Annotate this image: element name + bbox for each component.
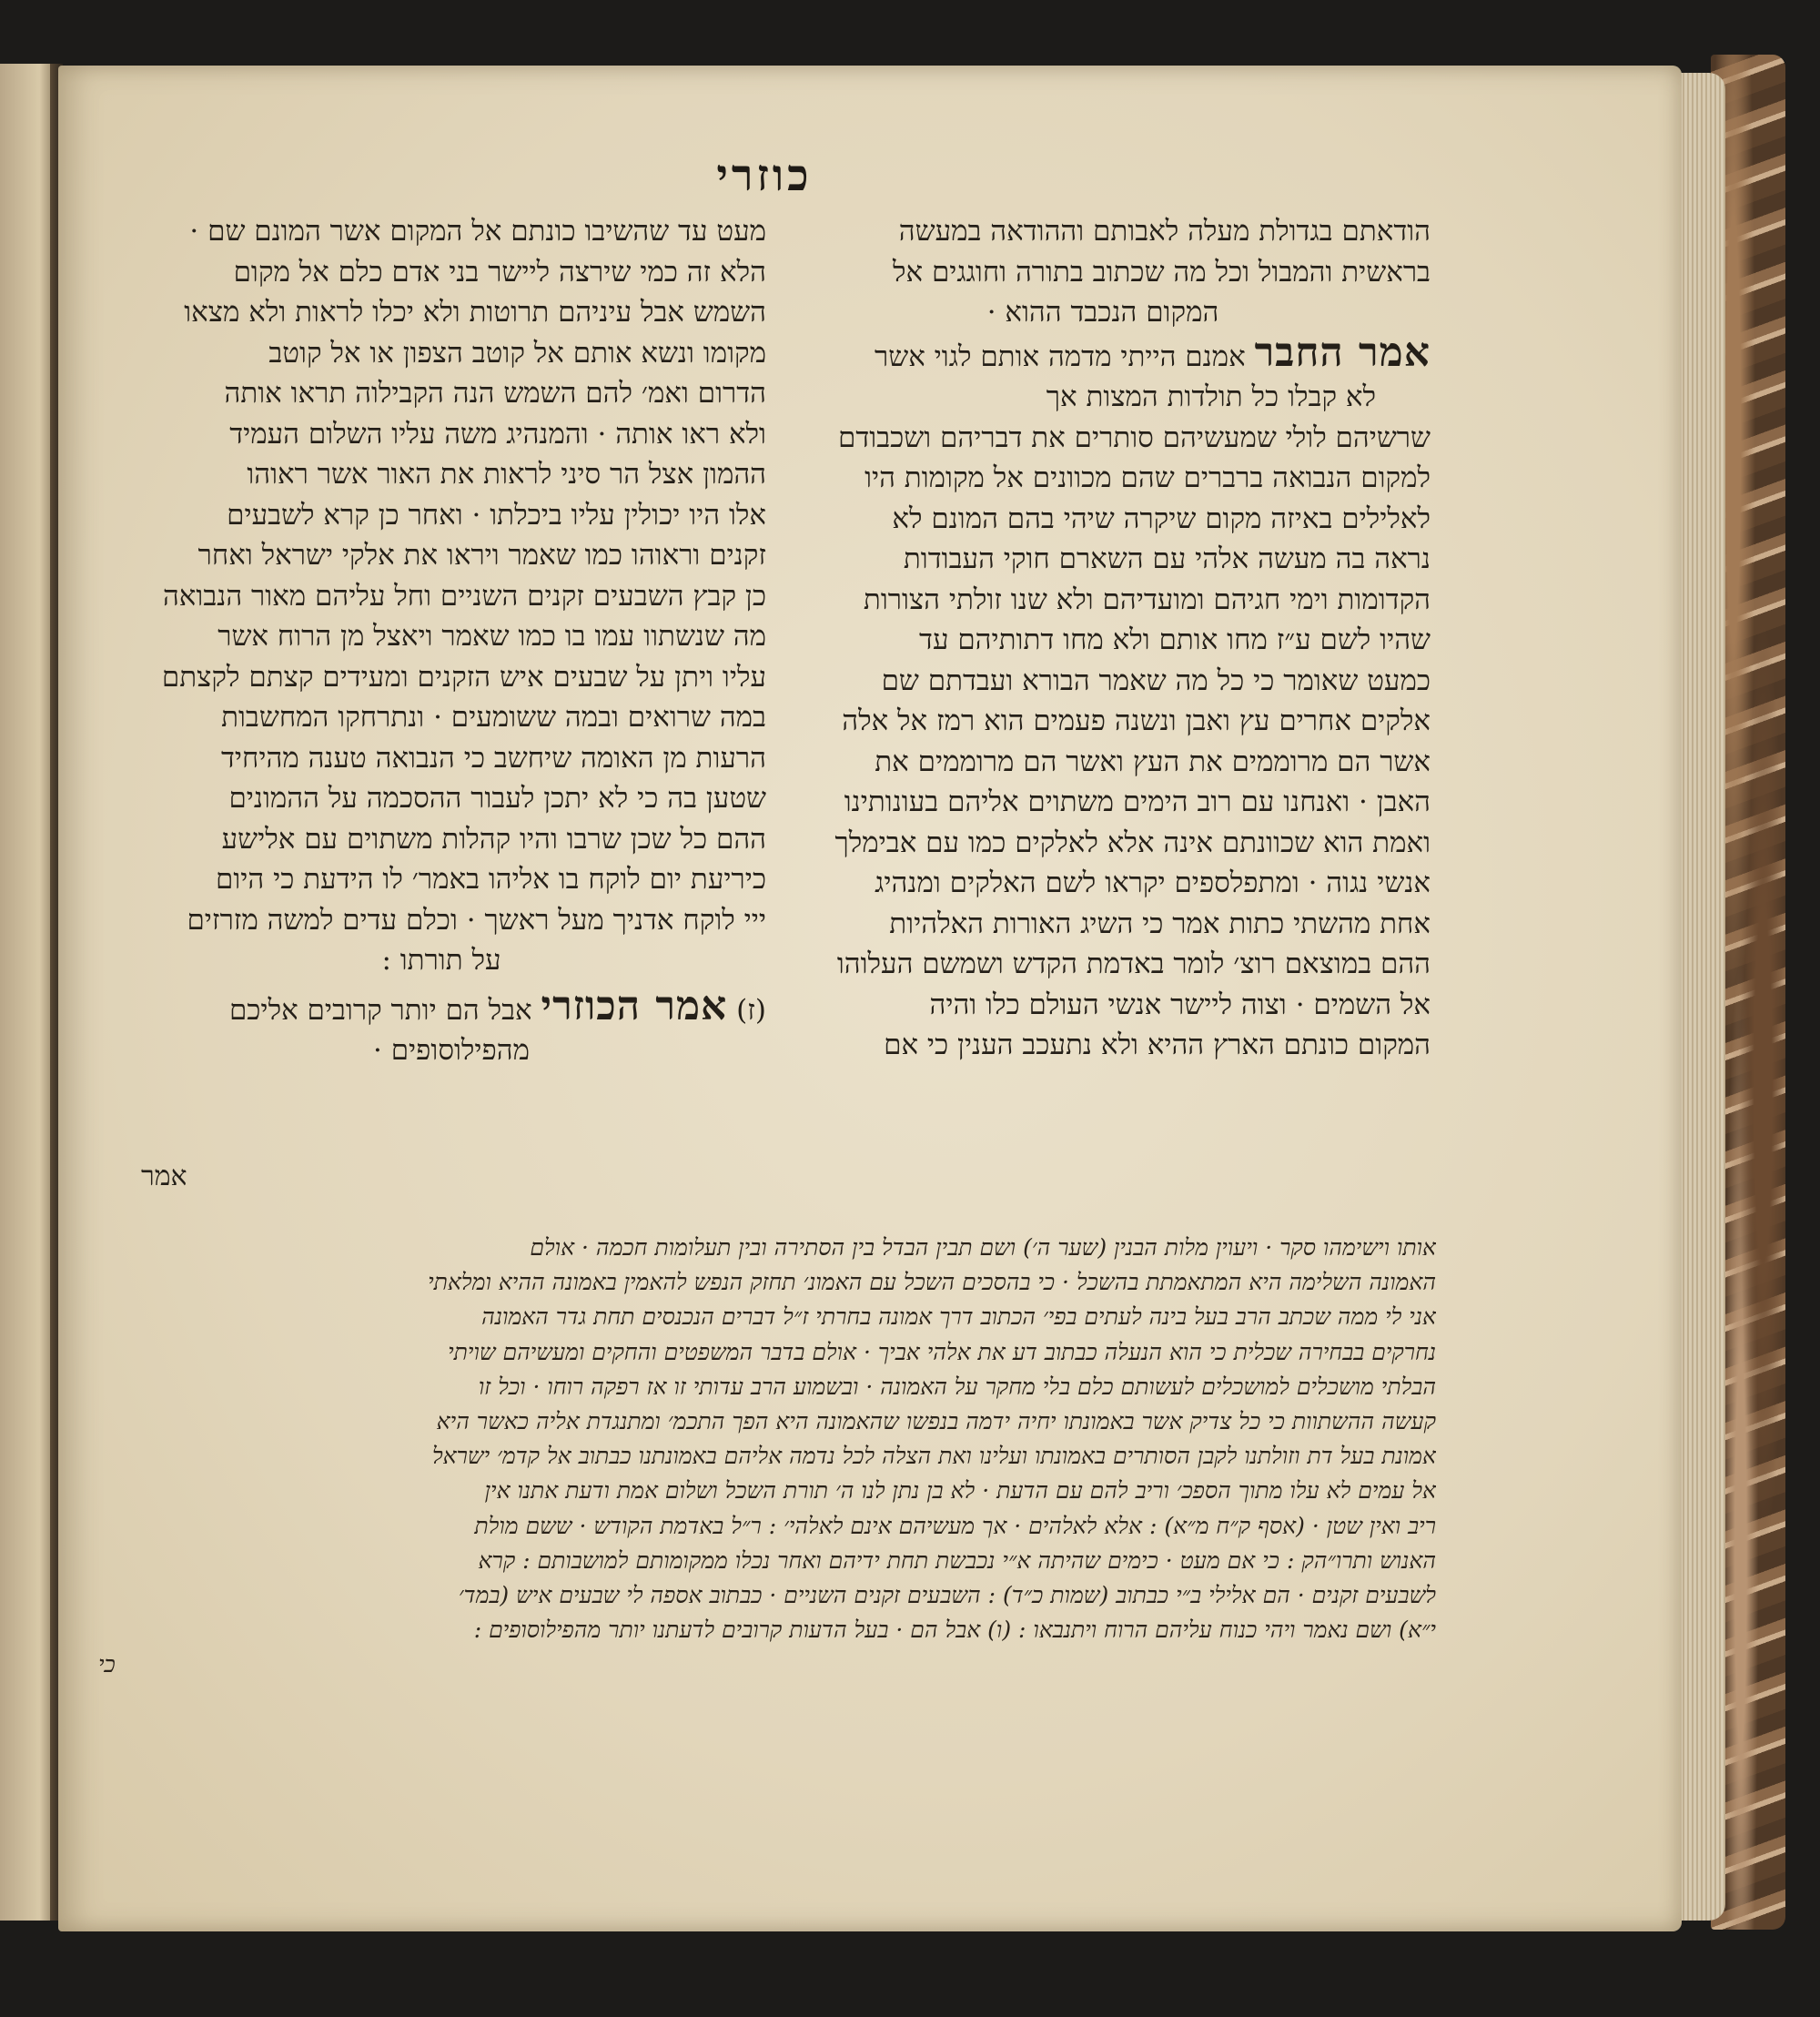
speaker-label: אמר החבר	[1254, 332, 1431, 376]
text-line: ההם כל שכן שרבו והיו קהלות משתוים עם אלישע	[221, 822, 766, 856]
commentary-line: האמונה השלימה היא המתאמתת בהשכל · כי בהסכים השכל עם האמונ׳ תחזק הנפש להאמין באמונה ההיא ומלאתי	[428, 1269, 1436, 1296]
text-line: הרעות מן האומה שיחשב כי הנבואה טענה מהיחיד	[221, 741, 766, 775]
text-line: כן קבץ השבעים זקנים השניים וחל עליהם מאור הנבואה	[162, 579, 766, 613]
text-line: הקדומות וימי חגיהם ומועדיהם ולא שנו זולתי הצורות	[863, 583, 1431, 616]
speaker-label: אמר הכוזרי	[541, 986, 728, 1029]
text-line: אמנם הייתי מדמה אותם לגוי אשר	[875, 340, 1246, 373]
section-number: (ז)	[736, 993, 766, 1027]
text-line: ואמת הוא שכוונתם אינה אלא לאלקים כמו עם אבימלך	[834, 826, 1431, 859]
text-line: זקנים וראוהו כמו שאמר ויראו את אלקי ישראל ואחר	[197, 539, 766, 572]
commentary-line: י״א) ושם נאמר ויהי כנוח עליהם הרוח ויתנבאו : (ו) אבל הם · בעל הדעות קרובים לדעתנו יותר מהפילוסופים :	[473, 1617, 1436, 1644]
commentary-line: אמונת בעל דת וזולתנו לקבן הסותרים באמונתו ועלינו ואת הצלה לכל נדמה אליהם באמונתנו כבתוב אל קדמ׳ ישראל	[431, 1443, 1436, 1470]
text-line: שהיו לשם ע״ז מחו אותם ולא מחו דתותיהם עד	[919, 623, 1431, 656]
catchword: אמר	[141, 1161, 187, 1192]
text-line: שטען בה כי לא יתכן לעבור ההסכמה על ההמונים	[228, 782, 766, 815]
right-column	[775, 211, 1431, 1066]
text-line: מהפילוסופים ·	[373, 1034, 530, 1067]
speaker-line	[116, 987, 766, 1031]
text-line: כיריעת יום לוקח בו אליהו באמר׳ לו הידעת כי היום	[216, 863, 766, 896]
text-line: עליו ויתן על שבעים איש הזקנים ומעידים קצתם לקצתם	[161, 660, 766, 694]
text-line: הדרום ואמ׳ להם השמש הנה הקבילוה תראו אותה	[224, 377, 766, 410]
text-line: המקום כונתם הארץ ההיא ולא נתעכב הענין כי אם	[884, 1029, 1431, 1061]
text-line: למקום הנבואה ברברים שהם מכוונים אל מקומות היו	[864, 461, 1431, 494]
text-line: במה שרואים ובמה ששומעים · ונתרחקו המחשבות	[221, 701, 766, 734]
commentary-line: אל עמים לא עלו מתוך הספכ׳ וריב להם עם הדעת · לא בן נתן לנו ה׳ תורת השכל ושלום אמת ודעת אתנו אין	[484, 1477, 1436, 1505]
speaker-text: אבל הם יותר קרובים אליכם	[228, 993, 532, 1027]
text-line: לא קבלו כל תולדות המצות אך	[1046, 380, 1376, 413]
text-line: לאלילים באיזה מקום שיקרה שיהי בהם המונם לא	[892, 502, 1431, 535]
text-line: ולא ראו אותה · והמנהיג משה עליו השלום העמיד	[229, 417, 766, 451]
text-line: הלא זה כמי שירצה ליישר בני אדם כלם אל מקום	[233, 255, 766, 289]
commentary-line: אותו וישימהו סקר · ויעוין מלות הבנין (שער ה׳) ושם תבין הבדל בין הסתירה ובין תעלומות חכמה · אולם	[530, 1234, 1436, 1261]
text-line: מעט עד שהשיבו כונתם אל המקום אשר המונם שם ·	[189, 215, 766, 248]
text-line: האבן · ואנחנו עם רוב הימים משתוים אליהם בעונותינו	[844, 786, 1431, 818]
commentary-line: נחרקים בבחירה שכלית כי הוא הנעלה כבתוב דע את אלהי אביך · אולם בדבר המשפטים והחקים ומעשיהם שויתי	[448, 1338, 1436, 1365]
commentary-line: קעשה ההשתוות כי כל צדיק אשר באמונתו יחיה ידמה בנפשו שהאמונה היא הפך התכמ׳ ומתנגדת אליה כאשר היא	[436, 1408, 1436, 1435]
commentary-line: אני לי ממה שכתב הרב בעל בינה לעתים בפי׳ הכתוב דרך אמונה בחרתי ז״ל דברים הנכנסים תחת גדר האמונה	[481, 1303, 1436, 1331]
text-line: אל השמים · וצוה ליישר אנשי העולם כלו והיה	[929, 988, 1431, 1021]
speaker-line	[775, 333, 1431, 378]
text-line: אלקים אחרים עץ ואבן ונשנה פעמים הוא רמז אל אלה	[842, 704, 1431, 737]
text-line: הודאתם בגדולת מעלה לאבותם וההודאה במעשה	[898, 215, 1431, 248]
left-column	[116, 211, 766, 1071]
commentary-line: לשבעים זקנים · הם אלילי ב״י כבתוב (שמות כ״ד) : השבעים זקנים השניים · כבתוב אספה לי שבעים איש (במד׳	[458, 1582, 1436, 1609]
commentary-catchword: כי	[98, 1651, 116, 1678]
text-line: ייי לוקח אדניך מעל ראשך · וכלם עדים למשה מזרזים	[187, 903, 766, 937]
text-line: אחת מהשתי כתות אמר כי השיג האורות האלהיות	[889, 907, 1431, 940]
text-line: שרשיהם לולי שמעשיהם סותרים את דבריהם ושכבודם	[838, 421, 1431, 454]
text-line: אשר הם מרוממים את העץ ואשר הם מרוממים את	[875, 745, 1431, 778]
text-line: מה שנשתוו עמו בו כמו שאמר ויאצל מן הרוח אשר	[217, 620, 766, 653]
commentary-line: האנוש ותרו״הק : כי אם מעט · כימים שהיתה א״י נכבשת תחת ידיהם ואחר נכלו ממקומותם למושבותם : קרא	[478, 1546, 1436, 1574]
text-line: אנשי נגוה · ומתפלספים יקראו לשם האלקים ומנהיג	[875, 867, 1431, 899]
running-head: כוזרי	[716, 150, 813, 201]
text-line: כמעט שאומר כי כל מה שאמר הבורא ועבדתם שם	[881, 664, 1431, 697]
commentary-line: הבלתי מושכלים למושכלים לעשותם כלם בלי מחקר על האמונה · ובשמוע הרב עדותי זו אז רפקה רוחו · וכל זו	[478, 1373, 1436, 1400]
commentary-block	[98, 1231, 1436, 1683]
text-line: ההם במוצאם רוצ׳ לומר באדמת הקדש ושמשם העלוהו	[836, 948, 1431, 980]
text-line: בראשית והמבול וכל מה שכתוב בתורה וחוגגים אל	[893, 255, 1431, 289]
commentary-line: ריב ואין שטן · (אסף ק״ח מ״א) : אלא לאלהים · אך מעשיהם אינם לאלהי׳ : ר״ל באדמת הקודש · ששם מולת	[474, 1512, 1436, 1539]
text-line: אלו היו יכולין עליו ביכלתו · ואחר כן קרא לשבעים	[227, 498, 766, 532]
text-line: מקומו ונשא אותם אל קוטב הצפון או אל קוטב	[268, 336, 766, 370]
previous-page-edge	[0, 64, 56, 1921]
text-line: על תורתו :	[381, 944, 501, 977]
text-line: השמש אבל עיניהם תרוטות ולא יכלו לראות ולא מצאו	[184, 296, 766, 329]
text-line: נראה בה מעשה אלהי עם השארם חוקי העבודות	[903, 542, 1431, 575]
text-line: ההמון אצל הר סיני לראות את האור אשר ראוהו	[247, 458, 766, 491]
text-line: המקום הנכבד ההוא ·	[986, 296, 1219, 329]
